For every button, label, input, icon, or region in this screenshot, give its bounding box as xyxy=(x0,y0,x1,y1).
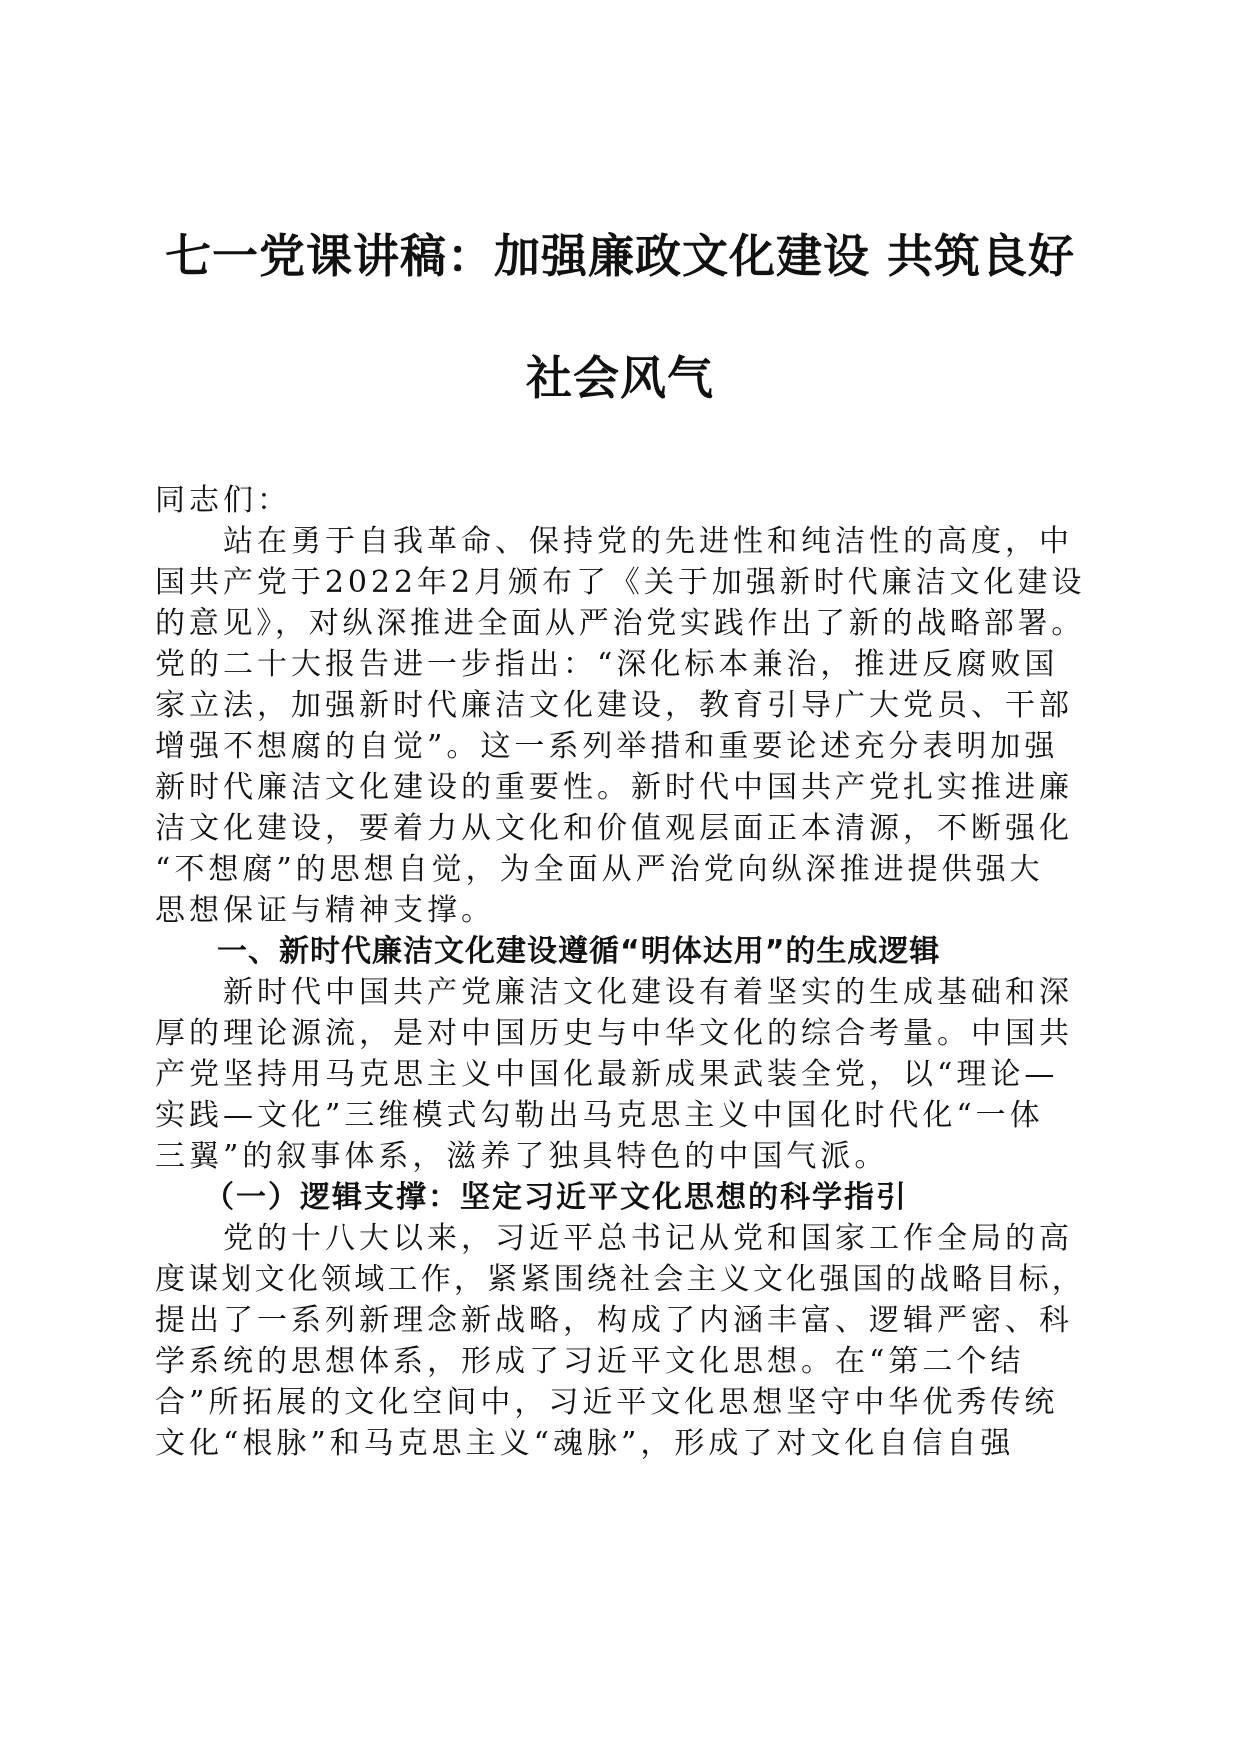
body-line: 度谋划文化领域工作，紧紧围绕社会主义文化强国的战略目标， xyxy=(155,1262,1085,1297)
body-line: 站在勇于自我革命、保持党的先进性和纯洁性的高度，中 xyxy=(155,524,1073,559)
section-heading-1: 一、新时代廉洁文化建设遵循“明体达用”的生成逻辑 xyxy=(155,934,941,969)
body-line: 党的二十大报告进一步指出：“深化标本兼治，推进反腐败国 xyxy=(155,647,1059,682)
body-line: 实践—文化”三维模式勾勒出马克思主义中国化时代化“一体 xyxy=(155,1098,1044,1133)
document-title-line-1: 七一党课讲稿：加强廉政文化建设 共筑良好 xyxy=(164,229,1075,283)
body-line: 洁文化建设，要着力从文化和价值观层面正本清源，不断强化 xyxy=(155,811,1073,846)
body-line: 产党坚持用马克思主义中国化最新成果武装全党，以“理论— xyxy=(155,1057,1059,1092)
subsection-heading-1: （一）逻辑支撑：坚定习近平文化思想的科学指引 xyxy=(155,1180,908,1215)
body-line: 新时代廉洁文化建设的重要性。新时代中国共产党扎实推进廉 xyxy=(155,770,1073,805)
body-line: 思想保证与精神支撑。 xyxy=(155,893,495,928)
body-line: 厚的理论源流，是对中国历史与中华文化的综合考量。中国共 xyxy=(155,1016,1073,1051)
body-line: 提出了一系列新理念新战略，构成了内涵丰富、逻辑严密、科 xyxy=(155,1303,1073,1338)
salutation: 同志们： xyxy=(155,483,291,518)
body-line: 增强不想腐的自觉”。这一系列举措和重要论述充分表明加强 xyxy=(155,729,1059,764)
body-line: 国共产党于2022年2月颁布了《关于加强新时代廉洁文化建设 xyxy=(155,565,1086,600)
body-line: 新时代中国共产党廉洁文化建设有着坚实的生成基础和深 xyxy=(155,975,1073,1010)
body-line: 的意见》，对纵深推进全面从严治党实践作出了新的战略部署。 xyxy=(155,606,1085,641)
body-line: 党的十八大以来，习近平总书记从党和国家工作全局的高 xyxy=(155,1221,1073,1256)
body-line: 合”所拓展的文化空间中，习近平文化思想坚守中华优秀传统 xyxy=(155,1385,1059,1420)
body-line: 三翼”的叙事体系，滋养了独具特色的中国气派。 xyxy=(155,1139,889,1174)
body-line: “不想腐”的思想自觉，为全面从严治党向纵深推进提供强大 xyxy=(155,852,1044,887)
body-line: 家立法，加强新时代廉洁文化建设，教育引导广大党员、干部 xyxy=(155,688,1073,723)
body-line: 学系统的思想体系，形成了习近平文化思想。在“第二个结 xyxy=(155,1344,1025,1379)
document-title-line-2: 社会风气 xyxy=(526,351,714,405)
body-line: 文化“根脉”和马克思主义“魂脉”，形成了对文化自信自强 xyxy=(155,1426,1015,1461)
